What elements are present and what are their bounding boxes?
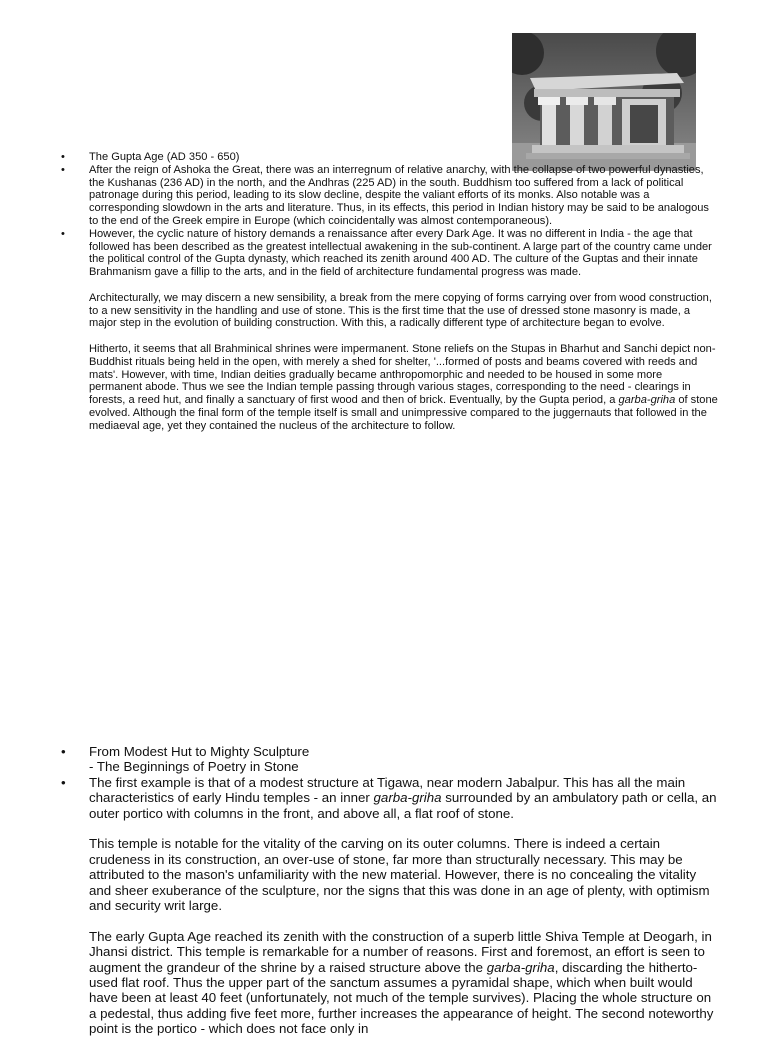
text-run: The early Gupta Age reached its zenith with the construction of a superb little Shiva Temple at Deogarh, in Jhansi district. This temple is remarkable for a number of reasons. First and foremost, an effort is seen to augment the grandeur of the shrine by a raised structure above the xyxy=(89,928,712,975)
paragraph: • After the reign of Ashoka the Great, there was an interregnum of relative anarchy, with the collapse of two powerful dynasties, the Kushanas (236 AD) in the north, and the Andhras (225 AD) in the south. Buddhism too suffered from a lack of political patronage during this period, leading to its slow decline, despite the valiant efforts of its monks. Also notable was a corresponding slowdown in the arts and literature. Thus, in its effects, this period in Indian history may be said to be analogous to the end of the Greek empire in Europe (which coincidentally was almost contemporaneous). xyxy=(89,163,709,227)
list-item xyxy=(58,228,718,433)
paragraph xyxy=(89,775,718,821)
paragraph: This temple is notable for the vitality of the carving on its outer columns. There is indeed a certain crudeness in its construction, an over-use of stone, far more than structurally necessary. This may be attributed to the mason's unfamiliarity with the new material. However, there is no concealing the vitality and sheer exuberance of the sculpture, nor the signs that this was done in an age of plenty, with optimism and security writ large. xyxy=(89,836,710,914)
section-title xyxy=(89,744,718,775)
list-item xyxy=(58,151,718,164)
text-run: of stone evolved. Although the final form of the temple itself is small and unimpressive compared to the juggernauts that followed in the mediaeval age, yet they contained the nucleus of the architecture to follow. xyxy=(89,394,718,432)
text-run: The first example is that of a modest structure at Tigawa, near modern Jabalpur. This has all the main characteristics of early Hindu temples - an inner xyxy=(89,774,686,806)
list-item xyxy=(58,775,718,1037)
term-garba-griha: garba-griha xyxy=(486,959,555,975)
term-garba-griha: garba-griha xyxy=(373,790,442,806)
term-garba-griha: garba-griha xyxy=(618,394,676,407)
modest-hut-list xyxy=(58,744,718,1037)
paragraph xyxy=(89,929,718,1037)
paragraph: • However, the cyclic nature of history demands a renaissance after every Dark Age. It was no different in India - the age that followed has been described as the greatest intellectual awakening in the sub-continent. A large part of the country came under the political control of the Gupta dynasty, which reached its zenith around 400 AD. The culture of the Guptas and their innate Brahmanism gave a fillip to the arts, and in the field of architecture fundamental progress was made. xyxy=(89,227,712,279)
paragraph xyxy=(89,343,718,433)
text-run: , discarding the hitherto-used flat roof. Thus the upper part of the sanctum assumes a pyramidal shape, which when built would have been at least 40 feet (unfortunately, not much of the temple survives). Placing the whole structure on a pedestal, thus adding five feet more, further increases the appearance of height. The second noteworthy point is the portico - which does not face only in xyxy=(89,959,714,1037)
list-item xyxy=(58,164,718,228)
paragraph: Architecturally, we may discern a new sensibility, a break from the mere copying of forms carrying over from wood construction, to a new sensitivity in the handling and use of stone. This is the first time that the use of dressed stone masonry is made, a major step in the evolution of building construction. With this, a radically different type of architecture began to evolve. xyxy=(89,291,712,330)
list-item xyxy=(58,744,718,775)
gupta-age-list xyxy=(58,151,718,433)
gupta-age-heading: • The Gupta Age (AD 350 - 650) xyxy=(89,151,240,163)
section-title-line2: - The Beginnings of Poetry in Stone xyxy=(89,759,299,775)
section-title-line1: • From Modest Hut to Mighty Sculpture xyxy=(89,744,310,759)
text-run: Hitherto, it seems that all Brahminical shrines were impermanent. Stone reliefs on the Stupas in Bharhut and Sanchi depict non-Buddhist rituals being held in the open, with merely a shed for shelter, '...formed of posts and beams covered with reeds and mats'. However, with time, Indian deities gradually became anthropomorphic and needed to be housed in some more permanent abode. Thus we see the Indian temple passing through various stages, corresponding to the need - clearings in forests, a reed hut, and finally a sanctuary of first wood and then of brick. Eventually, by the Gupta period, a xyxy=(89,342,716,407)
text-run: surrounded by an ambulatory path or cella, an outer portico with columns in the front, and above all, a flat roof of stone. xyxy=(89,790,717,821)
